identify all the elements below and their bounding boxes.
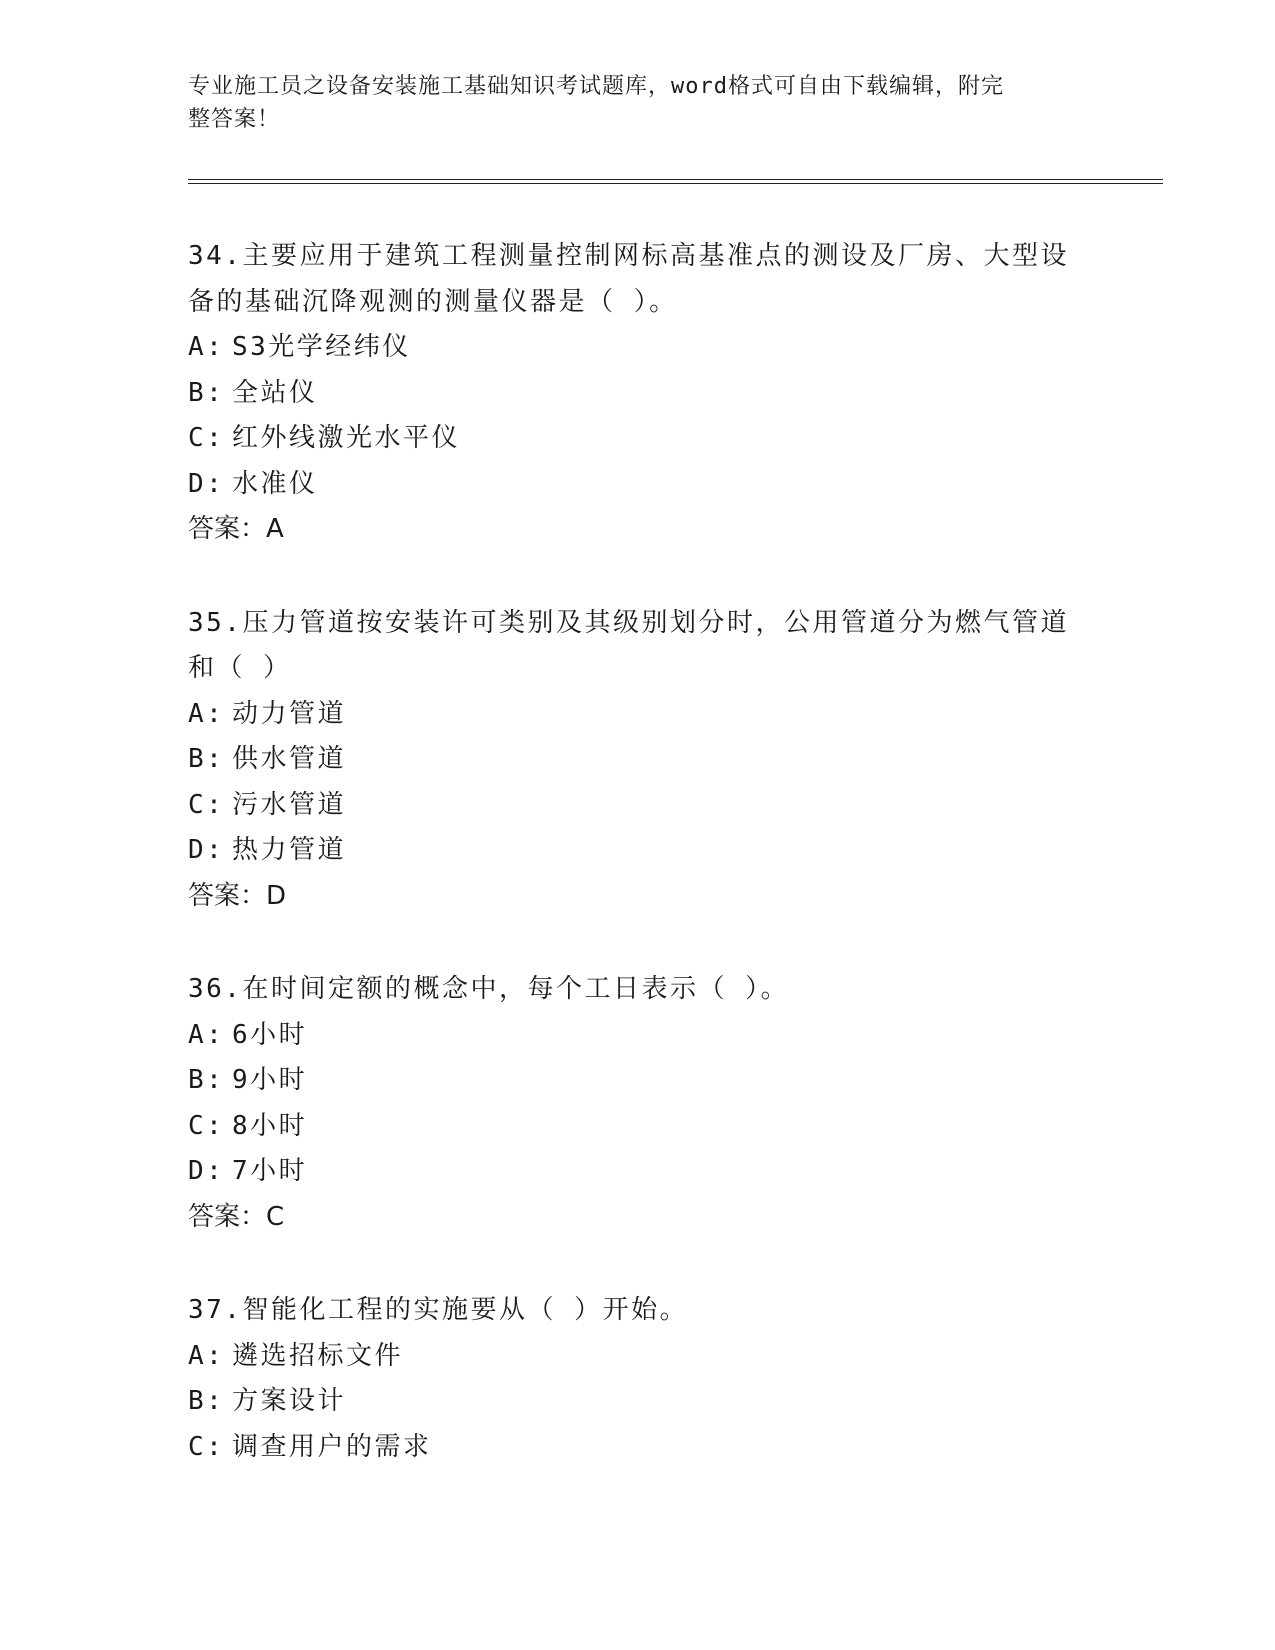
question-text-line-2: 和（ ） <box>188 653 292 683</box>
option-text: 热力管道 <box>232 835 347 865</box>
header-divider <box>188 179 1163 184</box>
option-text: 8小时 <box>232 1110 308 1141</box>
question-text-line-2: 备的基础沉降观测的测量仪器是（ ）。 <box>188 286 678 317</box>
question-text-line-1: 主要应用于建筑工程测量控制网标高基准点的测设及厂房、大型设 <box>242 241 1069 271</box>
option-letter: D: <box>188 1156 225 1186</box>
header-line-1: 专业施工员之设备安装施工基础知识考试题库，word格式可自由下载编辑，附完 <box>188 74 1004 99</box>
option-text: S3光学经纬仪 <box>232 332 411 362</box>
option-text: 全站仪 <box>232 377 318 408</box>
option-c <box>188 1104 1088 1150</box>
question-text <box>188 601 1088 647</box>
question-37 <box>188 1288 1088 1470</box>
option-letter: D: <box>188 468 225 499</box>
answer-label: 答案：C <box>188 1201 285 1232</box>
option-letter: C: <box>188 423 225 453</box>
question-35 <box>188 601 1088 920</box>
option-c <box>188 783 1088 829</box>
question-text <box>188 1288 1088 1334</box>
option-letter: B: <box>188 744 225 774</box>
option-letter: C: <box>188 1431 225 1462</box>
option-a <box>188 325 1088 371</box>
option-b <box>188 1379 1088 1425</box>
option-d <box>188 828 1088 874</box>
option-letter: C: <box>188 789 225 820</box>
option-d <box>188 1149 1088 1195</box>
option-a <box>188 692 1088 738</box>
option-text: 7小时 <box>232 1156 308 1186</box>
question-text <box>188 967 1088 1013</box>
option-a <box>188 1013 1088 1059</box>
option-text: 供水管道 <box>232 744 347 774</box>
question-text-line-1: 在时间定额的概念中，每个工日表示（ ）。 <box>242 974 790 1004</box>
option-text: 遴选招标文件 <box>232 1340 404 1371</box>
option-text: 方案设计 <box>232 1386 347 1416</box>
option-text: 红外线激光水平仪 <box>232 423 461 453</box>
question-text-line-1: 智能化工程的实施要从（ ）开始。 <box>242 1295 689 1325</box>
option-b <box>188 737 1088 783</box>
option-letter: A: <box>188 1019 225 1050</box>
option-b <box>188 371 1088 417</box>
option-text: 6小时 <box>232 1019 308 1050</box>
option-letter: A: <box>188 332 225 362</box>
option-text: 调查用户的需求 <box>232 1431 432 1462</box>
option-c <box>188 1425 1088 1471</box>
question-34 <box>188 234 1088 553</box>
option-text: 动力管道 <box>232 698 347 729</box>
option-letter: C: <box>188 1110 225 1141</box>
option-text: 污水管道 <box>232 789 347 820</box>
question-text-line-1: 压力管道按安装许可类别及其级别划分时，公用管道分为燃气管道 <box>242 607 1069 638</box>
option-text: 9小时 <box>232 1065 308 1095</box>
question-number: 35. <box>188 607 243 638</box>
option-text: 水准仪 <box>232 468 318 499</box>
question-list <box>188 234 1088 1518</box>
question-number: 36. <box>188 974 243 1004</box>
option-b <box>188 1058 1088 1104</box>
header-line-2: 整答案！ <box>188 107 281 132</box>
document-header <box>188 70 1068 136</box>
option-letter: A: <box>188 698 225 729</box>
question-36 <box>188 967 1088 1240</box>
option-letter: D: <box>188 835 225 865</box>
question-number: 34. <box>188 241 243 271</box>
option-letter: B: <box>188 1065 225 1095</box>
option-letter: A: <box>188 1340 225 1371</box>
answer-label: 答案：A <box>188 514 284 544</box>
question-text <box>188 234 1088 280</box>
option-a <box>188 1334 1088 1380</box>
option-d <box>188 462 1088 508</box>
question-number: 37. <box>188 1295 243 1325</box>
option-letter: B: <box>188 377 225 408</box>
option-letter: B: <box>188 1386 225 1416</box>
option-c <box>188 416 1088 462</box>
answer-label: 答案：D <box>188 880 287 911</box>
